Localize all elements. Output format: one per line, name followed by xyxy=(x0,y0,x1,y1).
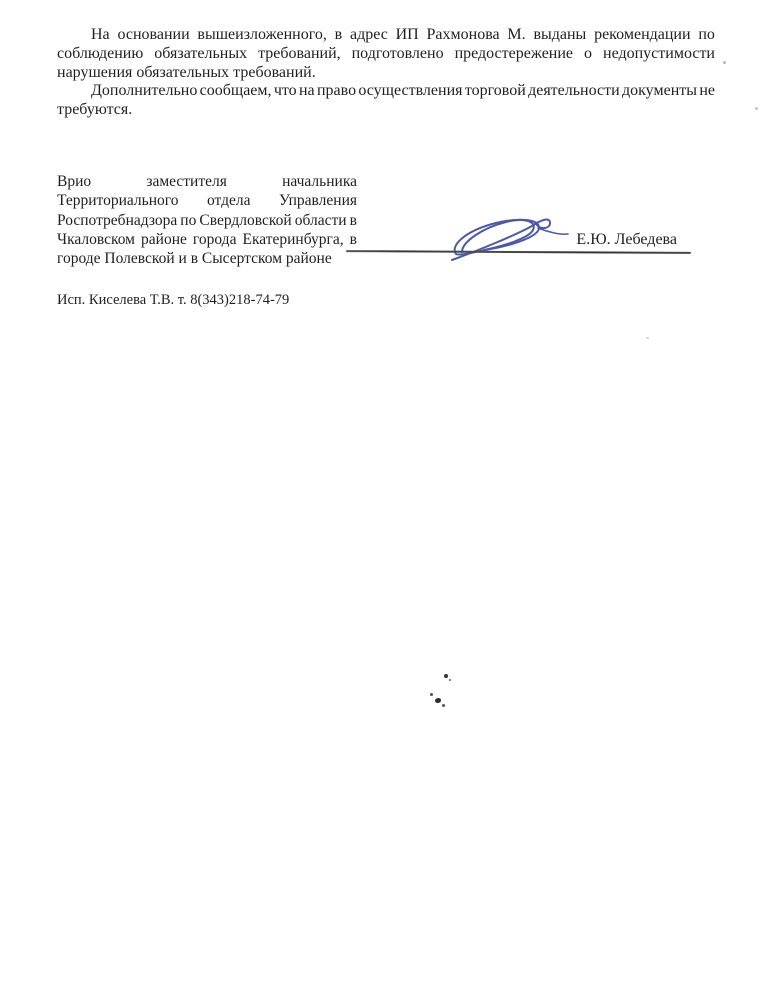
scan-artifact xyxy=(646,337,649,339)
paragraph-line: На основании вышеизложенного, в адрес ИП Рахмонова М. выданы рекомендации по xyxy=(91,26,715,43)
handwritten-signature xyxy=(440,208,580,266)
position-title-line: городе Полевской и в Сысертском районе xyxy=(57,250,332,268)
position-title-line: Территориального отдела Управления xyxy=(57,192,357,210)
executor-contact-line: Исп. Киселева Т.В. т. 8(343)218-74-79 xyxy=(57,292,290,308)
paragraph-line: Дополнительно сообщаем, что на право осуществления торговой деятельности документы не xyxy=(91,82,715,100)
paragraph-line: нарушения обязательных требований. xyxy=(57,63,316,81)
signer-position-title xyxy=(57,172,357,268)
paragraph-line: соблюдению обязательных требований, подготовлено предостережение о недопустимости xyxy=(57,44,715,62)
document-body xyxy=(57,26,715,120)
position-title-line: Врио заместителя начальника xyxy=(57,173,357,190)
paragraph-line: требуются. xyxy=(57,101,133,119)
scan-artifact xyxy=(723,61,726,64)
scan-artifact xyxy=(435,698,441,703)
scan-artifact xyxy=(430,693,433,696)
position-title-line: Роспотребнадзора по Свердловской области в xyxy=(57,211,357,229)
scan-artifact xyxy=(442,704,445,707)
scan-artifact xyxy=(755,107,758,110)
signer-name: Е.Ю. Лебедева xyxy=(576,231,677,248)
scan-artifact xyxy=(444,674,448,678)
position-title-line: Чкаловском районе города Екатеринбурга, в xyxy=(57,230,357,248)
scan-artifact xyxy=(449,679,451,681)
